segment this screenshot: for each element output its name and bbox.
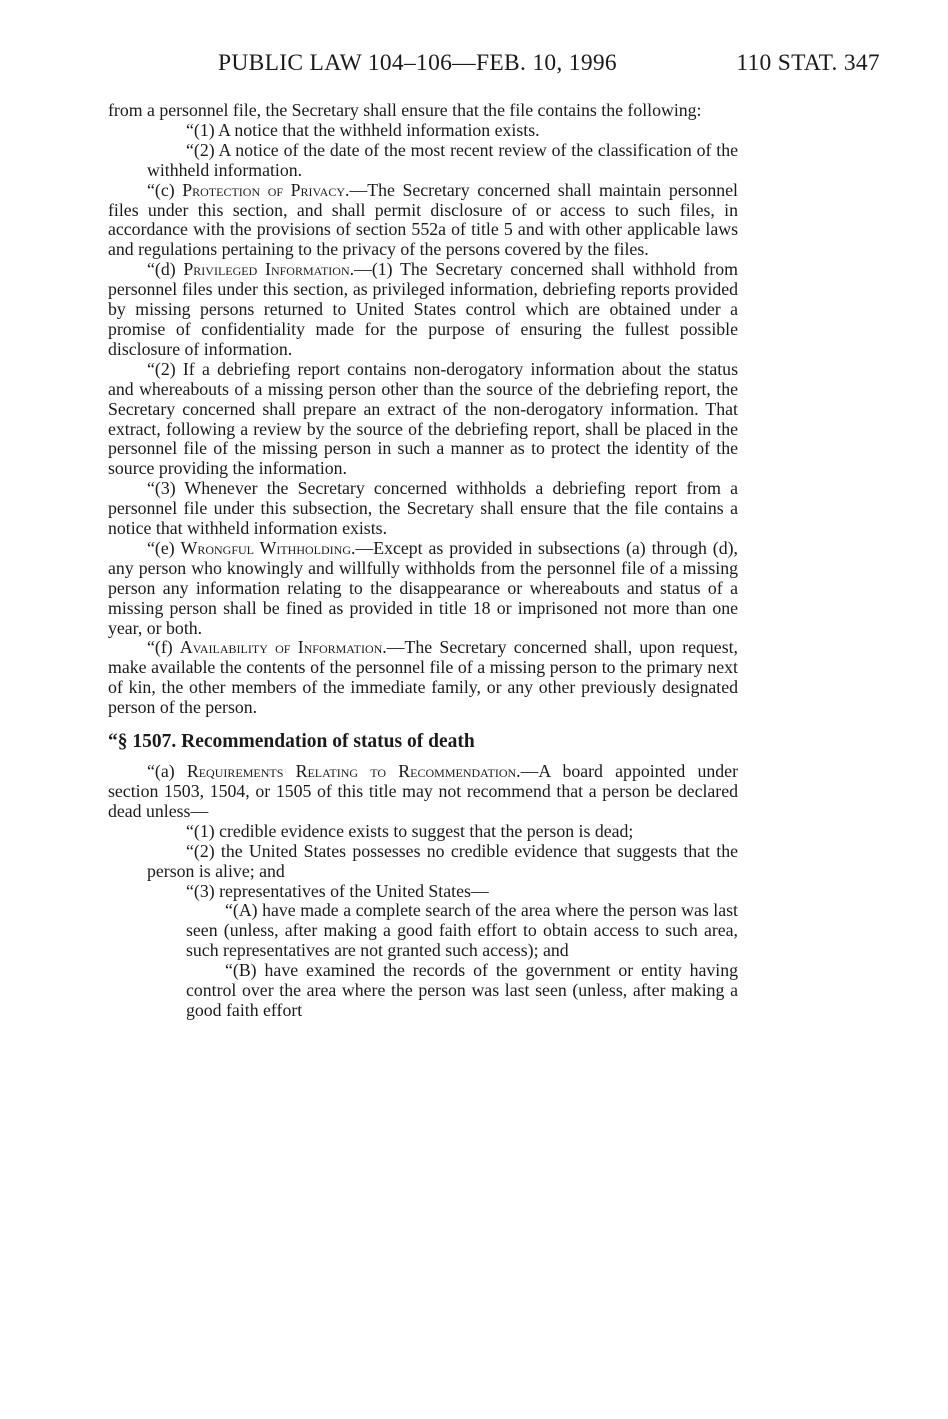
paragraph-1507-a-3-B: “(B) have examined the records of the government or entity having control over the area where the person was last seen (unless, after making a good faith effort [186, 960, 738, 1020]
paragraph-d-3: “(3) Whenever the Secretary concerned withholds a debriefing report from a personnel file under this subsection, the Secretary shall ensure that the file contains a notice that withheld information exists. [108, 478, 738, 539]
paragraph-subsection-e [108, 539, 738, 639]
subsection-c-heading: Protection of Privacy. [182, 179, 350, 200]
subsection-1507-a-body: —A board appointed under section 1503, 1504, or 1505 of this title may not recommend that a person be declared dead unless— [108, 761, 738, 821]
subsection-c-body: —The Secretary concerned shall maintain personnel files under this section, and shall permit disclosure of or access to such files, in accordance with the provisions of section 552a of title 5 and with other applicable laws and regulations pertaining to the privacy of the persons covered by the files. [108, 179, 738, 260]
paragraph-subsection-c [108, 181, 738, 261]
paragraph-subsection-d [108, 260, 738, 360]
paragraph-item-1: “(1) A notice that the withheld information exists. [186, 119, 540, 140]
paragraph-1507-a-2: “(2) the United States possesses no credible evidence that suggests that the person is alive; and [147, 840, 738, 881]
document-body [108, 101, 738, 1021]
subsection-e-body: —Except as provided in subsections (a) through (d), any person who knowingly and willfully withholds from the personnel file of a missing person any information relating to the disappearance or whereabouts and status of a missing person shall be fined as provided in title 18 or imprisoned not more than one year, or both. [108, 537, 738, 638]
subsection-e-marker: “(e) [147, 537, 181, 558]
subsection-1507-a-marker: “(a) [147, 761, 187, 782]
subsection-e-heading: Wrongful Withholding. [180, 537, 356, 558]
subsection-f-marker: “(f) [147, 637, 180, 658]
section-1507-heading: “§ 1507. Recommendation of status of death [108, 731, 475, 753]
page-header [178, 50, 880, 80]
paragraph-1507-a-1: “(1) credible evidence exists to suggest that the person is dead; [186, 820, 634, 841]
subsection-c-marker: “(c) [147, 179, 183, 200]
statutes-page-reference: 110 STAT. 347 [736, 50, 880, 76]
running-head-title: PUBLIC LAW 104–106—FEB. 10, 1996 [218, 50, 617, 76]
subsection-f-heading: Availability of Information. [179, 637, 387, 658]
paragraph-1507-a-3: “(3) representatives of the United States— [186, 880, 489, 901]
subsection-1507-a-heading: Requirements Relating to Recommendation. [186, 761, 521, 782]
paragraph-1507-a-3-A: “(A) have made a complete search of the area where the person was last seen (unless, after making a good faith effort to obtain access to such area, such representatives are not granted such access); and [186, 900, 738, 961]
subsection-f-body: —The Secretary concerned shall, upon request, make available the contents of the personnel file of a missing person to the primary next of kin, the other members of the immediate family, or any other previously designated person of the person. [108, 637, 739, 718]
subsection-d-heading: Privileged Information. [183, 259, 355, 280]
paragraph-d-2: “(2) If a debriefing report contains non-derogatory information about the status and whereabouts of a missing person other than the source of the debriefing report, the Secretary concerned shall prepare an extract of the non-derogatory information. That extract, following a review by the source of the debriefing report, shall be placed in the personnel file of the missing person in such a manner as to protect the identity of the source providing the information. [108, 358, 738, 479]
subsection-d-marker: “(d) [147, 259, 184, 280]
paragraph-subsection-f [108, 638, 738, 718]
paragraph-continuation: from a personnel file, the Secretary shall ensure that the file contains the following: [108, 100, 702, 120]
paragraph-1507-a [108, 762, 738, 822]
subsection-d-body: —(1) The Secretary concerned shall withhold from personnel files under this section, as privileged information, debriefing reports provided by missing persons returned to United States control which are obtained under a promise of confidentiality made for the purpose of ensuring the fullest possible disclosure of information. [108, 259, 738, 359]
paragraph-item-2: “(2) A notice of the date of the most recent review of the classification of the withheld information. [147, 139, 738, 180]
